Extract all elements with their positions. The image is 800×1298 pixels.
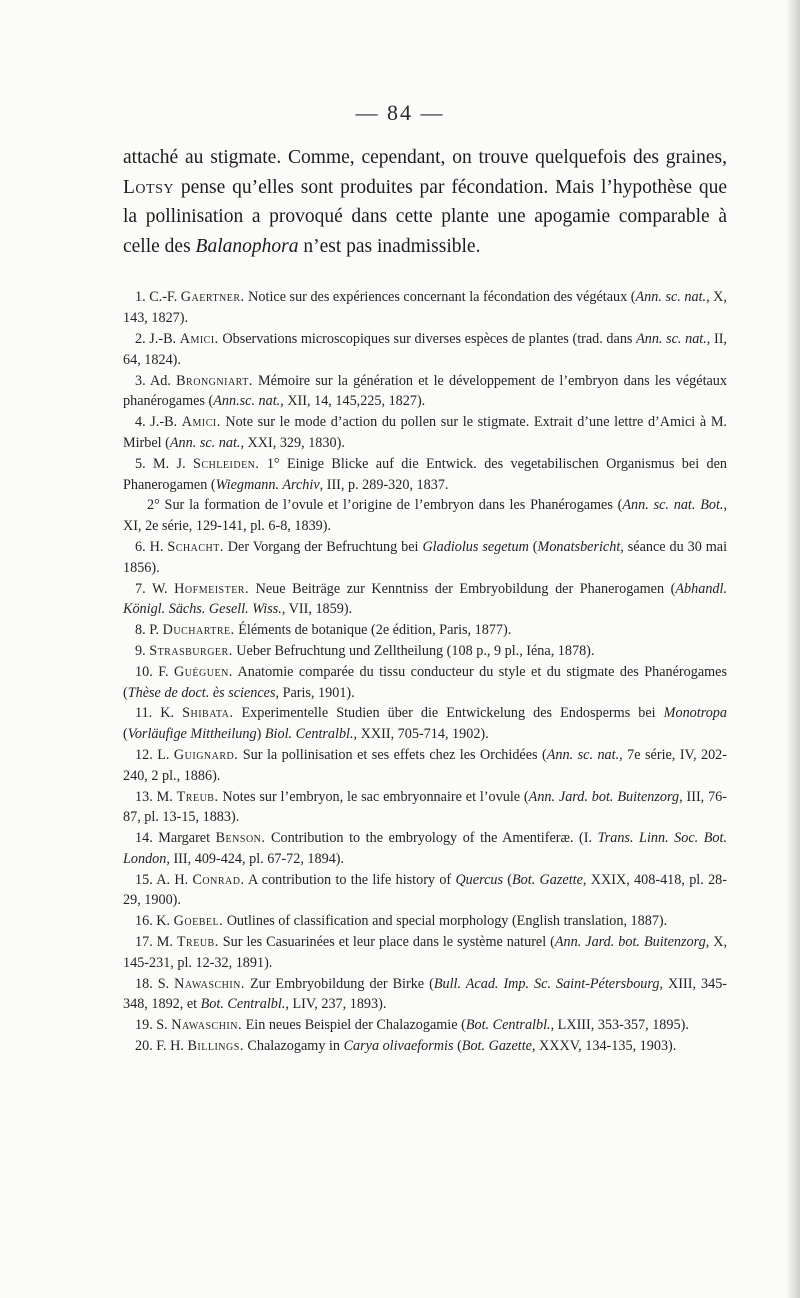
reference-text: 2° Sur la formation de l’ovule et l’origine de l’embryon dans les Phanérogames ( [147, 497, 623, 514]
reference-title-italic: Ann.sc. nat. [213, 393, 281, 410]
reference-number: 2. J.-B. [135, 330, 180, 347]
reference-author: Billings. [187, 1038, 244, 1055]
reference-author: Amici. [181, 414, 221, 431]
reference-author: Treub. [176, 934, 219, 951]
reference-text: A contribution to the life history of [244, 871, 456, 888]
reference-text: Neue Beiträge zur Kenntniss der Embryobildung der Phanerogamen ( [249, 580, 676, 597]
reference-title-italic: Monatsbericht [537, 538, 621, 555]
reference-text: Ueber Befruchtung und Zelltheilung (108 p., 9 pl., Iéna, 1878). [232, 642, 595, 659]
reference-entry [123, 620, 727, 641]
reference-text: ( [528, 538, 538, 555]
reference-title-italic: Biol. Centralbl. [264, 726, 354, 743]
reference-text: Experimentelle Studien über die Entwickelung des Endosperms bei [233, 705, 664, 722]
reference-number: 6. H. [135, 538, 168, 555]
reference-text: , 7e série, IV, 202-240, 2 pl., 1886). [123, 746, 727, 784]
reference-title-italic: Ann. Jard. bot. Buitenzorg [554, 934, 706, 951]
reference-text: , III, 76-87, pl. 13-15, 1883). [123, 788, 727, 826]
author-name: Lotsy [123, 176, 174, 198]
reference-text: , X, 143, 1827). [123, 289, 727, 327]
reference-author: Nawaschin. [171, 1017, 243, 1034]
reference-author: Guéguen. [173, 663, 233, 680]
reference-entry [123, 641, 727, 662]
reference-text: , XXXV, 134-135, 1903). [531, 1038, 677, 1055]
reference-text: , XII, 14, 145,225, 1827). [280, 393, 426, 410]
reference-number: 19. S. [135, 1017, 172, 1034]
reference-text: ) [256, 726, 265, 743]
reference-number: 1. C.-F. [135, 289, 181, 306]
reference-number: 10. F. [135, 663, 174, 680]
reference-text: , III, p. 289-320, 1837. [319, 476, 449, 493]
reference-title-italic: Bot. Centralbl. [465, 1017, 551, 1034]
reference-title-italic: Monotropa [663, 705, 727, 722]
page-number: — 84 — [355, 100, 445, 125]
reference-number: 3. Ad. [135, 372, 177, 389]
reference-author: Strasburger. [149, 642, 233, 659]
reference-text: 1° Einige Blicke auf die Entwick. des vegetabilischen Organismus bei den Phanerogamen ( [123, 455, 727, 493]
reference-entry [123, 870, 727, 912]
reference-entry [123, 329, 727, 371]
reference-number: 7. W. [135, 580, 175, 597]
reference-title-italic: Ann. sc. nat. [169, 434, 241, 451]
reference-text: , Paris, 1901). [275, 684, 355, 701]
reference-text: , XXII, 705-714, 1902). [353, 726, 489, 743]
body-paragraph [123, 143, 727, 261]
reference-entry [123, 787, 727, 829]
reference-author: Hofmeister. [174, 580, 250, 597]
reference-author: Duchartre. [162, 622, 235, 639]
reference-entry [123, 537, 727, 579]
reference-author: Treub. [176, 788, 219, 805]
reference-text: Zur Embryobildung der Birke ( [244, 975, 434, 992]
reference-text: , XI, 2e série, 129-141, pl. 6-8, 1839). [123, 497, 727, 535]
reference-author: Nawaschin. [174, 975, 245, 992]
reference-entry [123, 745, 727, 787]
reference-title-italic: Ann. sc. nat. [636, 330, 707, 347]
reference-title-italic: Ann. Jard. bot. Buitenzorg [528, 788, 680, 805]
reference-text: , XIII, 345-348, 1892, et [123, 975, 728, 1013]
reference-entry [123, 495, 727, 537]
reference-text: Notice sur des expériences concernant la fécondation des végétaux ( [244, 289, 636, 306]
reference-entry [123, 287, 727, 329]
reference-author: Brongniart. [176, 372, 253, 389]
reference-text: , X, 145-231, pl. 12-32, 1891). [123, 934, 728, 971]
reference-number: 9. [135, 642, 150, 659]
reference-title-italic: Bot. Gazette [461, 1038, 532, 1055]
reference-text: Sur les Casuarinées et leur place dans le système naturel ( [218, 934, 555, 951]
reference-entry [123, 703, 727, 745]
reference-title-italic: Quercus [455, 871, 503, 888]
reference-entry [123, 974, 727, 1016]
reference-title-italic: Ann. sc. nat. [546, 746, 620, 763]
reference-text: Mémoire sur la génération et le développement de l’embryon dans les végétaux phanérogames ( [123, 372, 727, 410]
paragraph-text: n’est pas inadmissible. [298, 235, 481, 257]
page-content [123, 143, 727, 1057]
reference-author: Shibata. [182, 705, 234, 722]
reference-title-italic: Vorläufige Mittheilung [127, 726, 257, 743]
paragraph-text: pense qu’elles sont produites par fécondation. Mais l’hypothèse que la pollinisation a provoqué dans cette plante une apogamie comparable à celle des [123, 176, 727, 257]
reference-text: , LIV, 237, 1893). [285, 996, 387, 1013]
reference-text: Ein neues Beispiel der Chalazogamie ( [242, 1017, 466, 1034]
reference-entry [123, 371, 727, 413]
reference-text: Chalazogamy in [243, 1038, 344, 1055]
reference-number: 5. M. J. [135, 455, 194, 472]
reference-entry [123, 911, 727, 932]
genus-name: Balanophora [195, 235, 299, 257]
reference-text: ( [502, 871, 513, 888]
reference-text: Anatomie comparée du tissu conducteur du style et du stigmate des Phanérogames ( [123, 663, 727, 701]
reference-number: 11. K. [135, 705, 183, 722]
reference-text: Sur la pollinisation et ses effets chez les Orchidées ( [238, 746, 547, 763]
reference-text: Note sur le mode d’action du pollen sur le stigmate. Extrait d’une lettre d’Amici à M. Mirbel ( [123, 414, 727, 451]
reference-title-italic: Bull. Acad. Imp. Sc. Saint-Pétersbourg [433, 975, 660, 992]
reference-number: 20. F. H. [135, 1038, 188, 1055]
reference-text: , VII, 1859). [281, 601, 353, 618]
reference-number: 13. M. [135, 788, 177, 805]
reference-text: ( [453, 1038, 462, 1055]
reference-entry [123, 662, 727, 704]
reference-text: , XXI, 329, 1830). [240, 434, 345, 451]
reference-title-italic: Abhandl. Königl. Sächs. Gesell. Wiss. [123, 580, 727, 618]
reference-entry [123, 932, 727, 974]
reference-text: Éléments de botanique (2e édition, Paris, 1877). [234, 622, 512, 639]
reference-text: Outlines of classification and special morphology (English translation, 1887). [223, 913, 668, 930]
reference-text: , séance du 30 mai 1856). [123, 538, 728, 576]
reference-number: 8. P. [135, 622, 163, 639]
reference-number: 16. K. [135, 913, 174, 930]
reference-text: Der Vorgang der Befruchtung bei [223, 538, 423, 555]
reference-entry [123, 412, 727, 454]
reference-author: Conrad. [192, 871, 245, 888]
reference-author: Goebel. [173, 913, 224, 930]
reference-author: Guignard. [173, 746, 239, 763]
reference-author: Schacht. [167, 538, 224, 555]
reference-text: Contribution to the embryology of the Amentiferæ. (I. [265, 830, 598, 847]
reference-title-italic: Gladiolus segetum [422, 538, 529, 555]
reference-title-italic: Bot. Centralbl. [200, 996, 286, 1013]
reference-entry [123, 454, 727, 496]
reference-number: 15. A. H. [135, 871, 193, 888]
reference-number: 17. M. [135, 934, 177, 951]
reference-text: , II, 64, 1824). [123, 330, 727, 368]
reference-title-italic: Thèse de doct. ès sciences [127, 684, 276, 701]
reference-number: 12. L. [135, 746, 174, 763]
reference-title-italic: Carya olivaeformis [343, 1038, 454, 1055]
paragraph-text: attaché au stigmate. Comme, cependant, on trouve quelquefois des graines, [123, 147, 727, 168]
reference-entry [123, 579, 727, 621]
reference-number: 4. J.-B. [135, 414, 182, 431]
reference-entry [123, 1036, 727, 1057]
reference-text: , XXIX, 408-418, pl. 28-29, 1900). [123, 871, 727, 909]
reference-author: Schleiden. [193, 455, 260, 472]
reference-title-italic: Trans. Linn. Soc. Bot. London [123, 830, 728, 867]
reference-number: 14. Margaret [135, 830, 216, 847]
page-edge-shadow [786, 0, 800, 1298]
reference-title-italic: Bot. Gazette [512, 871, 583, 888]
reference-entry [123, 828, 727, 870]
reference-title-italic: Ann. sc. nat. Bot. [622, 497, 724, 514]
reference-entry [123, 1015, 727, 1036]
reference-author: Amici. [179, 330, 219, 347]
reference-number: 18. S. [135, 975, 175, 992]
reference-text: , LXIII, 353-357, 1895). [550, 1017, 689, 1034]
reference-title-italic: Wiegmann. Archiv [215, 476, 320, 493]
reference-author: Gaertner. [180, 289, 245, 306]
reference-text: Notes sur l’embryon, le sac embryonnaire et l’ovule ( [218, 788, 529, 805]
reference-text: , III, 409-424, pl. 67-72, 1894). [166, 850, 345, 867]
reference-text: Observations microscopiques sur diverses espèces de plantes (trad. dans [218, 330, 637, 347]
reference-author: Benson. [215, 830, 266, 847]
reference-list [123, 287, 727, 1056]
reference-title-italic: Ann. sc. nat. [635, 289, 707, 306]
reference-text: ( [123, 726, 128, 743]
